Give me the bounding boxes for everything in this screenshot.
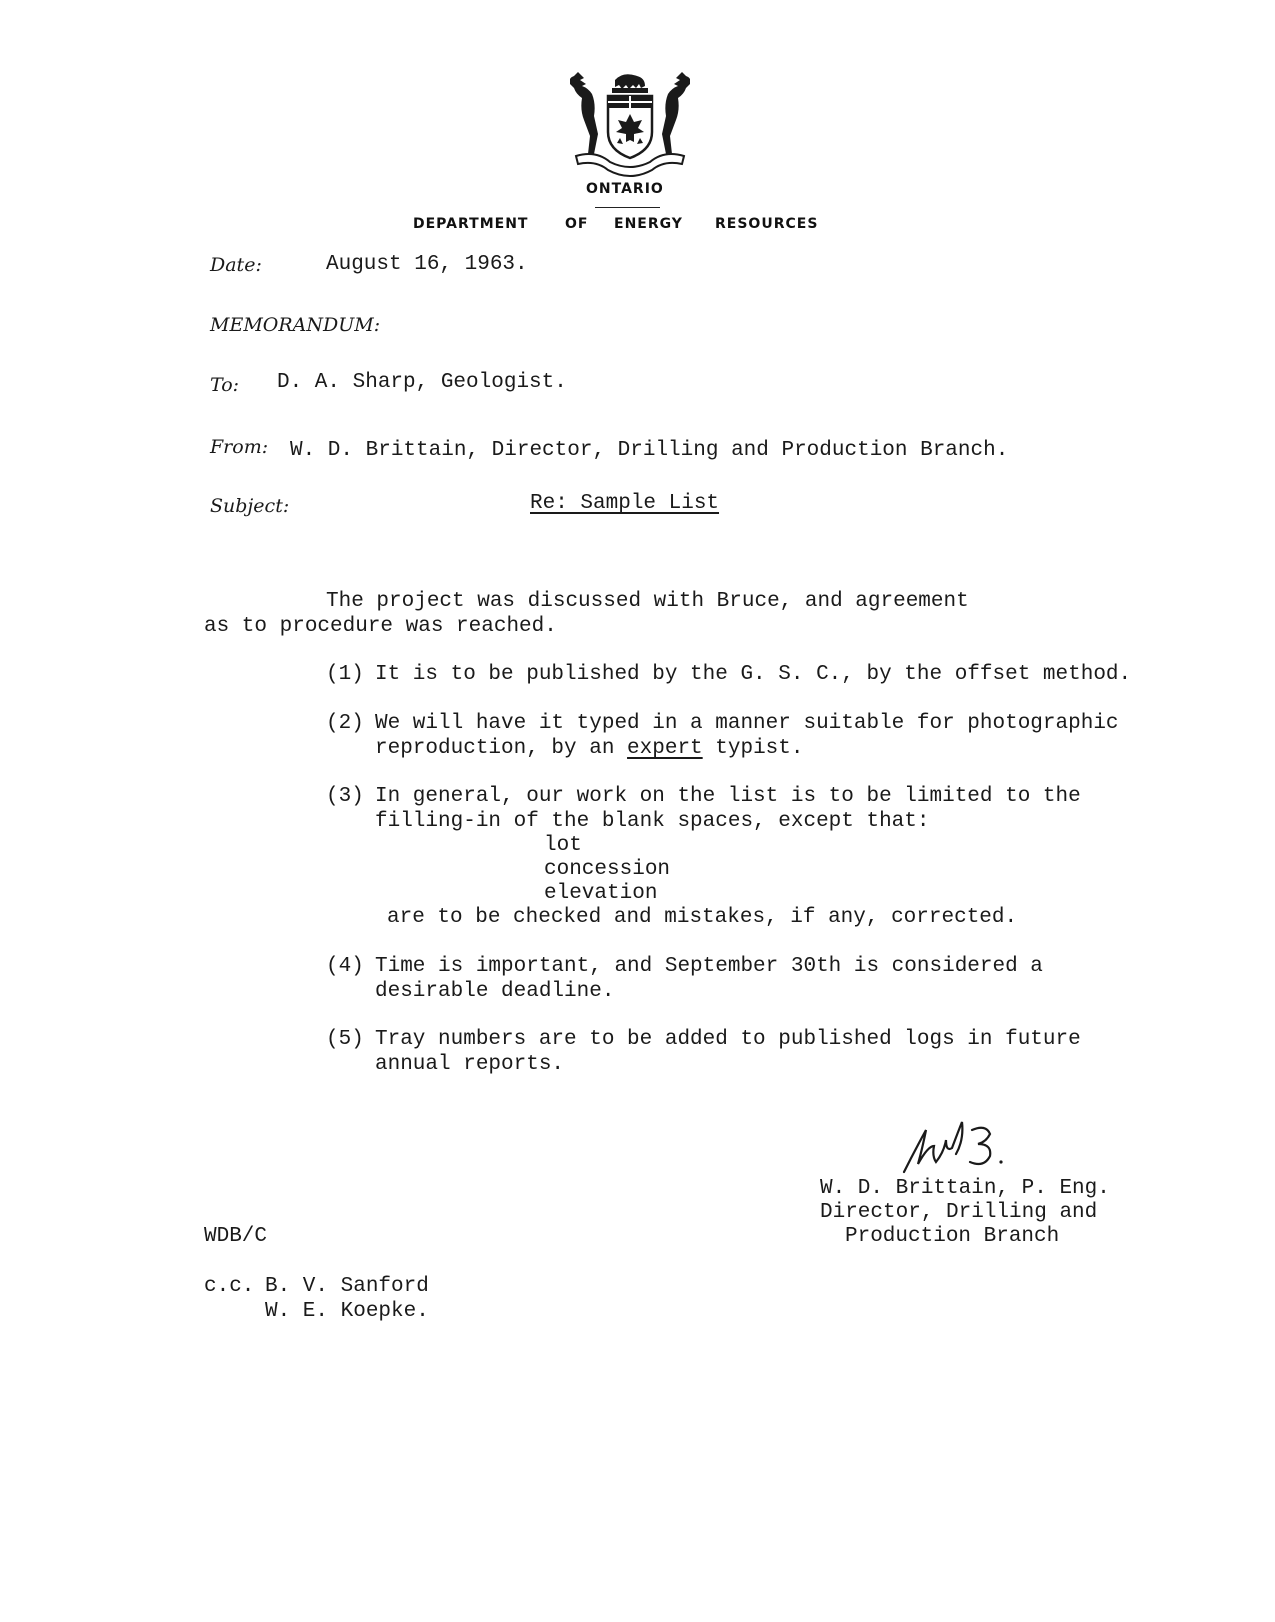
item-5-line-1: Tray numbers are to be added to published logs in future — [375, 1028, 1081, 1051]
from-value: W. D. Brittain, Director, Drilling and Production Branch. — [290, 439, 1009, 462]
item-3-field-concession: concession — [544, 858, 671, 881]
from-label: From: — [210, 436, 269, 458]
item-3-closing: are to be checked and mistakes, if any, corrected. — [387, 906, 1018, 929]
item-4-number: (4) — [326, 955, 364, 978]
item-1-text: It is to be published by the G. S. C., by the offset method. — [375, 663, 1132, 686]
item-3-field-elevation: elevation — [544, 882, 658, 905]
signature-name: W. D. Brittain, P. Eng. — [820, 1177, 1110, 1200]
province-name: ONTARIO — [586, 181, 664, 197]
item-3-line-1: In general, our work on the list is to be limited to the — [375, 785, 1081, 808]
to-value: D. A. Sharp, Geologist. — [277, 371, 567, 394]
handwritten-initials — [898, 1120, 1008, 1180]
item-5-line-2: annual reports. — [375, 1053, 565, 1076]
subject-label: Subject: — [210, 495, 290, 517]
department-word-1: DEPARTMENT — [413, 216, 529, 232]
memorandum-label: MEMORANDUM: — [210, 314, 381, 336]
item-2-emphasis: expert — [627, 737, 703, 760]
intro-line-2: as to procedure was reached. — [204, 615, 557, 638]
to-label: To: — [210, 374, 240, 396]
cc-label: c.c. — [204, 1275, 255, 1298]
date-value: August 16, 1963. — [326, 253, 528, 276]
cc-recipient-1: B. V. Sanford — [265, 1275, 429, 1298]
department-word-4: RESOURCES — [715, 216, 819, 232]
ontario-coat-of-arms-icon — [570, 66, 690, 178]
department-word-2: OF — [565, 216, 589, 232]
item-2-line-1: We will have it typed in a manner suitable for photographic — [375, 712, 1119, 735]
item-4-line-1: Time is important, and September 30th is considered a — [375, 955, 1043, 978]
item-4-line-2: desirable deadline. — [375, 980, 615, 1003]
reference-initials: WDB/C — [204, 1225, 268, 1248]
item-3-field-lot: lot — [544, 834, 582, 857]
cc-recipient-2: W. E. Koepke. — [265, 1300, 429, 1323]
item-2-line-2-end: typist. — [702, 737, 804, 760]
item-3-number: (3) — [326, 785, 364, 808]
signature-title-2: Production Branch — [845, 1225, 1060, 1248]
letterhead-rule — [595, 207, 660, 208]
item-5-number: (5) — [326, 1028, 364, 1051]
item-2-line-2 — [375, 737, 804, 760]
item-3-line-2: filling-in of the blank spaces, except that: — [375, 810, 930, 833]
item-2-number: (2) — [326, 712, 364, 735]
department-word-3: ENERGY — [614, 216, 683, 232]
subject-value: Re: Sample List — [530, 492, 720, 515]
signature-title-1: Director, Drilling and — [820, 1201, 1098, 1224]
intro-line-1: The project was discussed with Bruce, and agreement — [326, 590, 969, 613]
date-label: Date: — [210, 254, 262, 276]
item-2-line-2-start: reproduction, by an — [375, 737, 628, 760]
item-1-number: (1) — [326, 663, 364, 686]
